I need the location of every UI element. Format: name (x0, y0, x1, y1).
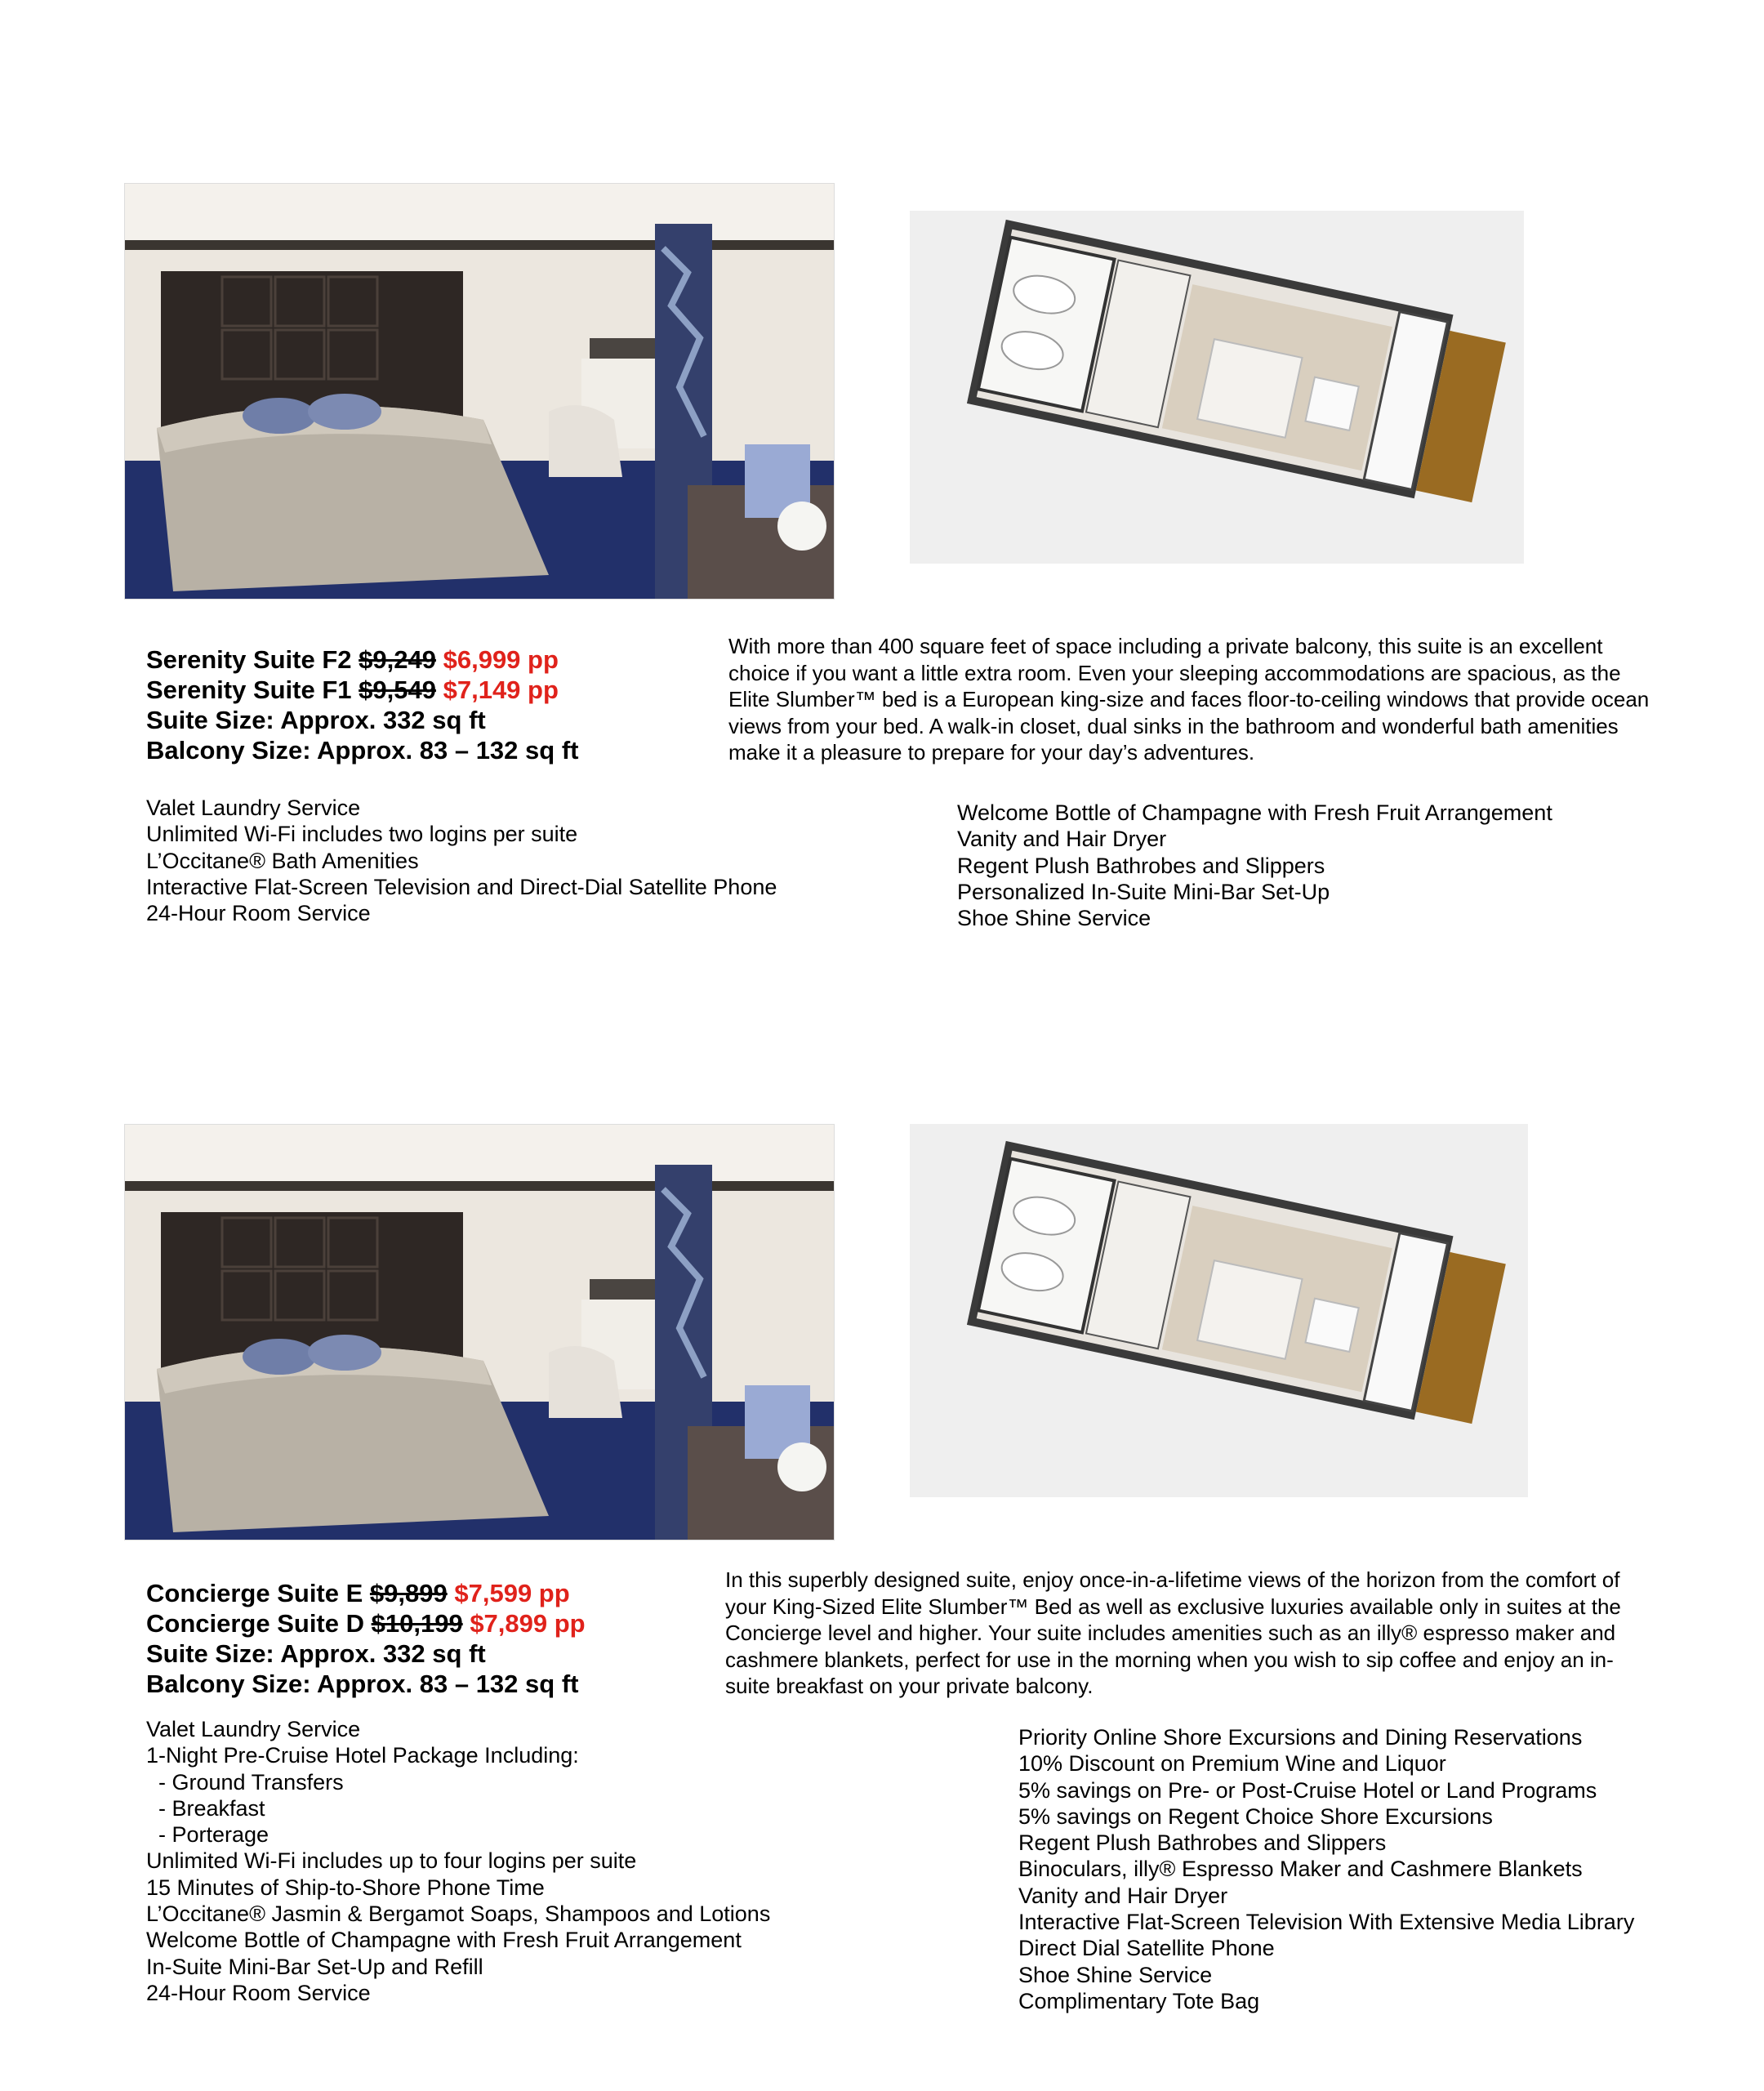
floor-plan-drawing (910, 211, 1524, 564)
price-line (146, 675, 578, 705)
amenity-item: L’Occitane® Jasmin & Bergamot Soaps, Shampoos and Lotions (146, 1902, 771, 1927)
amenity-item: 15 Minutes of Ship-to-Shore Phone Time (146, 1875, 545, 1900)
amenity-item: Interactive Flat-Screen Television and Direct-Dial Satellite Phone (146, 874, 777, 899)
amenity-item: Binoculars, illy® Espresso Maker and Cashmere Blankets (1018, 1857, 1583, 1882)
amenities-list-right (957, 800, 1552, 931)
amenities-list-right (1018, 1724, 1634, 2014)
suite-pricing (146, 1578, 586, 1699)
suite-name: Serenity Suite F1 (146, 675, 352, 704)
amenity-item: Priority Online Shore Excursions and Dining Reservations (1018, 1725, 1583, 1750)
amenity-item: Unlimited Wi-Fi includes up to four logins per suite (146, 1848, 637, 1874)
old-price: $9,899 (369, 1579, 448, 1607)
suite-size: Suite Size: Approx. 332 sq ft (146, 706, 486, 734)
amenity-item: Complimentary Tote Bag (1018, 1988, 1260, 2013)
amenity-item: Direct Dial Satellite Phone (1018, 1936, 1275, 1961)
suite-name: Concierge Suite E (146, 1579, 363, 1607)
amenity-item: Welcome Bottle of Champagne with Fresh Fruit Arrangement (957, 800, 1552, 825)
floor-plan-drawing (910, 1124, 1528, 1497)
amenity-item: - Ground Transfers (146, 1769, 344, 1795)
amenity-item: Vanity and Hair Dryer (1018, 1883, 1228, 1908)
amenity-item: Regent Plush Bathrobes and Slippers (1018, 1830, 1387, 1856)
amenity-item: 1-Night Pre-Cruise Hotel Package Including: (146, 1743, 579, 1768)
new-price: $7,899 pp (470, 1609, 586, 1638)
old-price: $9,249 (359, 645, 436, 674)
amenity-item: Personalized In-Suite Mini-Bar Set-Up (957, 879, 1330, 904)
new-price: $7,599 pp (454, 1579, 570, 1607)
amenity-item: 24-Hour Room Service (146, 1980, 371, 2005)
suite-name: Concierge Suite D (146, 1609, 364, 1638)
amenities-list-left (146, 1716, 770, 2006)
amenity-item: Valet Laundry Service (146, 796, 361, 820)
amenity-item: In-Suite Mini-Bar Set-Up and Refill (146, 1954, 483, 1979)
amenity-item: Vanity and Hair Dryer (957, 827, 1167, 852)
new-price: $7,149 pp (443, 675, 559, 704)
suite-description: With more than 400 square feet of space including a private balcony, this suite is an excellent choice if you want a little extra room. Even your sleeping accommodations are spacious, as the Elite Slumber™ bed is a European king-size and faces floor-to-ceiling windows that provide ocean views from your bed. A walk-in closet, dual sinks in the bathroom and wonderful bath amenities make it a pleasure to prepare for your day’s adventures. (728, 634, 1650, 765)
suite-pricing (146, 644, 578, 765)
amenity-item: Valet Laundry Service (146, 1717, 361, 1741)
amenity-item: Welcome Bottle of Champagne with Fresh Fruit Arrangement (146, 1928, 742, 1953)
amenity-item: 5% savings on Pre- or Post-Cruise Hotel or Land Programs (1018, 1777, 1597, 1803)
old-price: $9,549 (359, 675, 436, 704)
amenity-item: 24-Hour Room Service (146, 901, 371, 926)
amenity-item: Interactive Flat-Screen Television With Extensive Media Library (1018, 1910, 1635, 1935)
suite-size: Suite Size: Approx. 332 sq ft (146, 1639, 486, 1668)
balcony-size: Balcony Size: Approx. 83 – 132 sq ft (146, 736, 579, 765)
old-price: $10,199 (371, 1609, 463, 1638)
amenity-item: 10% Discount on Premium Wine and Liquor (1018, 1751, 1446, 1777)
price-line (146, 644, 578, 675)
bedroom-illustration (124, 1124, 835, 1540)
suite-name: Serenity Suite F2 (146, 645, 352, 674)
suite-floor-plan (910, 1124, 1528, 1497)
price-line (146, 1578, 586, 1608)
amenity-item: - Breakfast (146, 1795, 265, 1821)
bedroom-illustration (124, 183, 835, 600)
amenity-item: Shoe Shine Service (1018, 1962, 1213, 1987)
amenity-item: Unlimited Wi-Fi includes two logins per suite (146, 822, 578, 847)
suite-description: In this superbly designed suite, enjoy once-in-a-lifetime views of the horizon from the comfort of your King-Sized Elite Slumber™ Bed as well as exclusive luxuries available only in suites at the Concierge level and higher. Your suite includes amenities such as an illy® espresso maker and cashmere blankets, perfect for use in the morning when you wish to sip coffee and enjoy an in-suite breakfast on your private balcony. (725, 1567, 1621, 1698)
amenity-item: L’Occitane® Bath Amenities (146, 848, 419, 873)
balcony-size: Balcony Size: Approx. 83 – 132 sq ft (146, 1670, 579, 1698)
amenities-list-left (146, 795, 777, 926)
amenity-item: - Porterage (146, 1822, 270, 1848)
amenity-item: Regent Plush Bathrobes and Slippers (957, 853, 1325, 878)
price-line (146, 1608, 586, 1638)
suite-photo (124, 183, 835, 600)
amenity-item: Shoe Shine Service (957, 906, 1152, 931)
amenity-item: 5% savings on Regent Choice Shore Excursions (1018, 1803, 1493, 1829)
suite-floor-plan (910, 211, 1524, 564)
suite-photo (124, 1124, 835, 1540)
new-price: $6,999 pp (443, 645, 559, 674)
